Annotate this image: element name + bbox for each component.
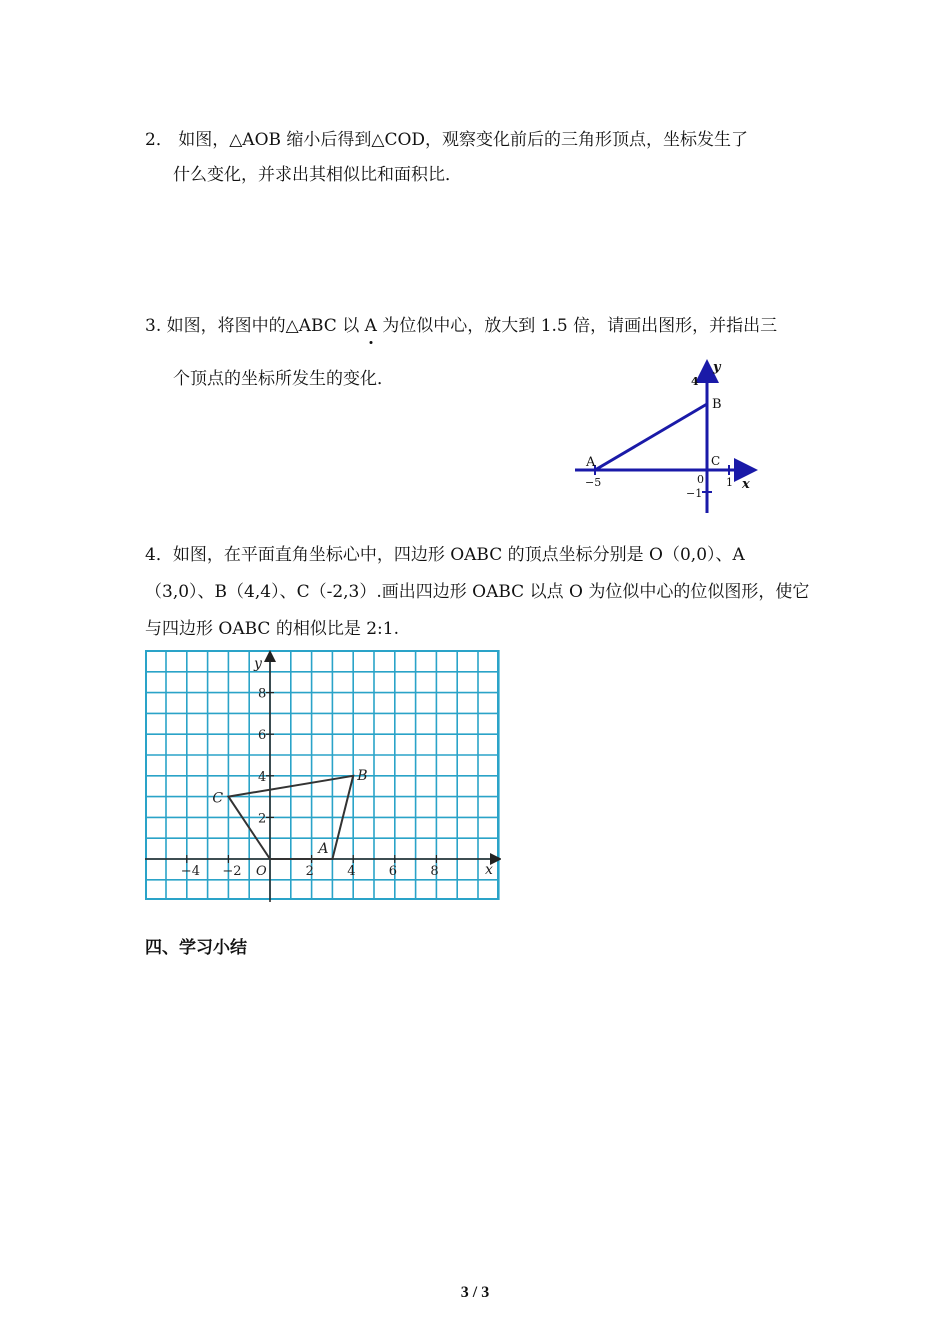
x-tick-label: 6 — [388, 864, 398, 879]
x-tick-label: 4 — [347, 864, 356, 879]
question-3-line-1 — [145, 314, 777, 338]
x-tick-label: −4 — [180, 864, 200, 879]
figure-triangle-abc — [565, 355, 765, 517]
question-3-text-b: 为位似中心，放大到 1.5 倍，请画出图形，并指出三 — [376, 316, 778, 336]
y-tick-label: 2 — [258, 811, 267, 827]
x-tick-label-neg5: −5 — [585, 476, 602, 489]
x-tick-label: O — [256, 864, 267, 879]
question-3-line-2: 个顶点的坐标所发生的变化． — [173, 369, 394, 389]
question-2-line-1: 2． 如图，△AOB 缩小后得到△COD，观察变化前后的三角形顶点，坐标发生了 — [145, 130, 749, 150]
vertex-label-c: C — [212, 790, 224, 807]
segment-ab — [595, 404, 707, 470]
question-4-line-1: 4．如图，在平面直角坐标心中，四边形 OABC 的顶点坐标分别是 O（0,0）、A — [145, 545, 745, 565]
y-tick-label-4: 4 — [691, 375, 699, 388]
vertex-label-b: B — [357, 767, 368, 784]
x-axis-label: x — [742, 477, 750, 492]
section-heading-summary: 四、学习小结 — [145, 938, 247, 958]
question-4-line-2: （3,0）、B（4,4）、C（-2,3）.画出四边形 OABC 以点 O 为位似中心的位似图形，使它 — [145, 582, 810, 602]
x-tick-label-1: 1 — [726, 476, 733, 489]
question-3-text-a: 3. 如图，将图中的△ABC 以 — [145, 316, 365, 336]
grid-lines — [145, 650, 499, 900]
page-number: 3 / 3 — [460, 1284, 490, 1301]
y-axis-label: y — [254, 656, 262, 672]
x-tick-label: −2 — [222, 864, 242, 879]
y-tick-label-neg1: −1 — [686, 487, 703, 500]
origin-label: 0 — [697, 473, 704, 486]
y-tick-label: 8 — [258, 686, 267, 702]
x-axis-label: x — [485, 862, 493, 878]
x-tick-label: 2 — [305, 864, 314, 879]
center-point-A: A — [364, 316, 377, 336]
y-tick-label: 6 — [258, 728, 267, 744]
y-axis-ticks — [258, 687, 274, 827]
question-2-line-2: 什么变化，并求出其相似比和面积比． — [173, 165, 462, 185]
y-tick-label: 4 — [258, 769, 267, 785]
coordinate-grid-figure — [145, 650, 501, 902]
point-label-c: C — [711, 454, 721, 468]
y-axis-label: y — [713, 360, 721, 375]
point-label-b: B — [712, 397, 722, 412]
x-tick-label: 8 — [430, 864, 439, 879]
question-4-line-3: 与四边形 OABC 的相似比是 2:1. — [145, 619, 400, 639]
vertex-label-a: A — [318, 841, 329, 857]
point-label-a: A — [586, 455, 596, 470]
